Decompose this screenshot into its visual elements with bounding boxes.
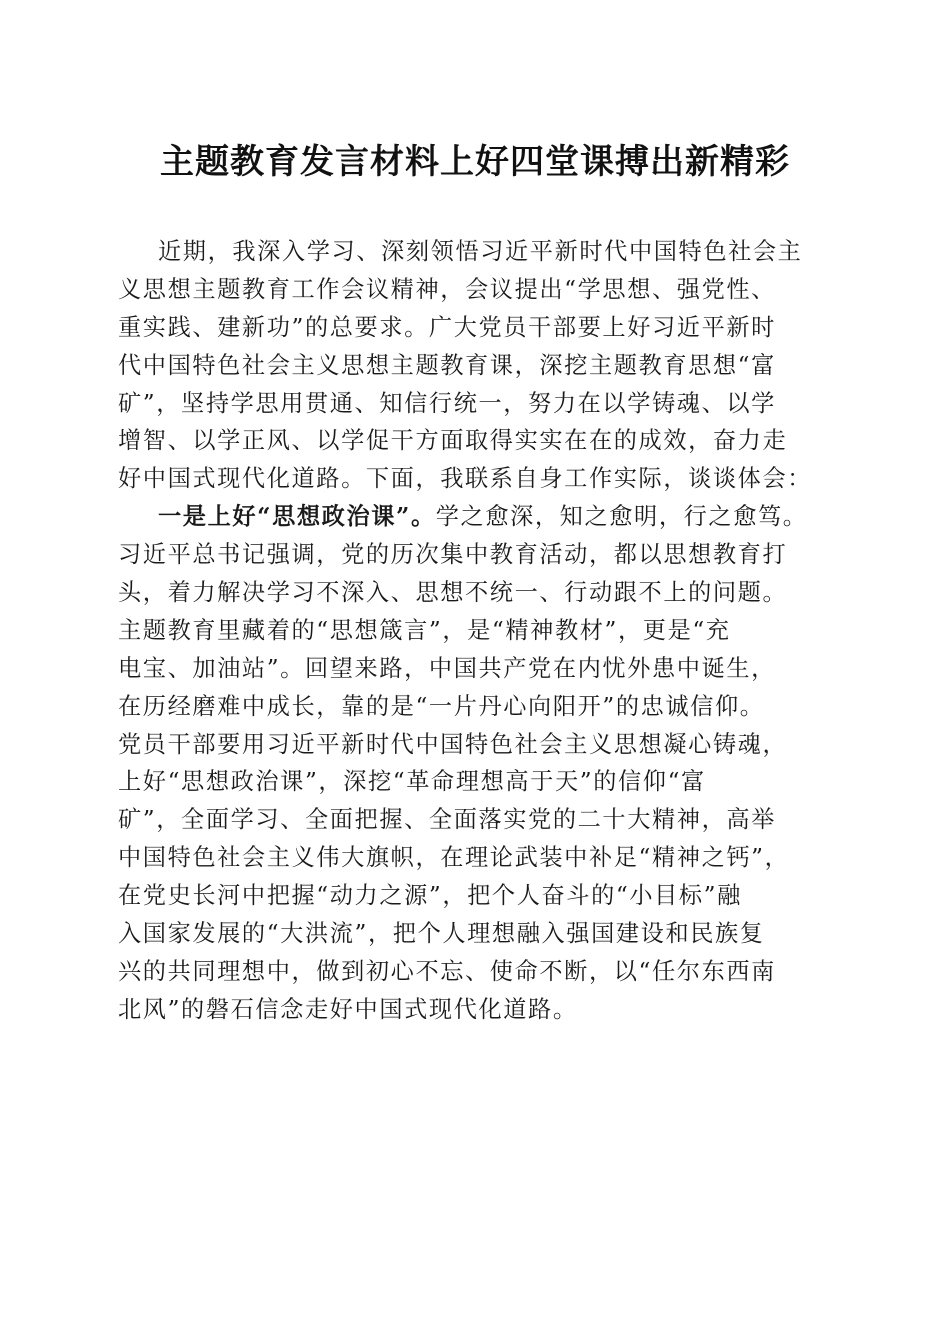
text-line: 重实践、建新功”的总要求。广大党员干部要上好习近平新时 <box>118 313 776 341</box>
paragraph-intro <box>118 233 830 498</box>
text-line: 近期，我深入学习、深刻领悟习近平新时代中国特色社会主 <box>158 238 803 265</box>
text-line: 义思想主题教育工作会议精神，会议提出“学思想、强党性、 <box>118 275 776 303</box>
text-line: 习近平总书记强调，党的历次集中教育活动，都以思想教育打 <box>118 541 788 569</box>
paragraph-section-one <box>118 498 830 1028</box>
section-heading: 一是上好“思想政治课”。 <box>158 503 436 531</box>
text-line: 增智、以学正风、以学促干方面取得实实在在的成效，奋力走 <box>118 427 788 455</box>
section-lead-text: 学之愈深，知之愈明，行之愈笃。 <box>435 503 808 531</box>
text-line: 电宝、加油站”。回望来路，中国共产党在内忧外患中诞生， <box>118 654 776 682</box>
text-line: 入国家发展的“大洪流”，把个人理想融入强国建设和民族复 <box>118 920 765 948</box>
text-line: 上好“思想政治课”，深挖“革命理想高于天”的信仰“富 <box>118 768 706 796</box>
text-line <box>118 498 830 536</box>
text-line: 头，着力解决学习不深入、思想不统一、行动跟不上的问题。 <box>118 579 788 607</box>
text-line: 矿”，全面学习、全面把握、全面落实党的二十大精神，高举 <box>118 806 776 834</box>
text-line: 代中国特色社会主义思想主题教育课，深挖主题教育思想“富 <box>118 351 776 379</box>
text-line: 主题教育里藏着的“思想箴言”，是“精神教材”，更是“充 <box>118 616 731 644</box>
text-line: 中国特色社会主义伟大旗帜，在理论武装中补足“精神之钙”， <box>118 844 790 872</box>
document-body <box>118 233 830 1029</box>
document-title: 主题教育发言材料上好四堂课搏出新精彩 <box>160 142 790 182</box>
text-line: 北风”的磐石信念走好中国式现代化道路。 <box>118 995 578 1023</box>
text-line: 矿”，坚持学思用贯通、知信行统一，努力在以学铸魂、以学 <box>118 389 776 417</box>
text-line: 兴的共同理想中，做到初心不忘、使命不断，以“任尔东西南 <box>118 957 776 985</box>
text-line: 在历经磨难中成长，靠的是“一片丹心向阳开”的忠诚信仰。 <box>118 692 765 720</box>
text-line: 在党史长河中把握“动力之源”，把个人奋斗的“小目标”融 <box>118 882 742 910</box>
text-line: 好中国式现代化道路。下面，我联系自身工作实际，谈谈体会： <box>118 465 813 493</box>
text-line: 党员干部要用习近平新时代中国特色社会主义思想凝心铸魂， <box>118 730 788 758</box>
